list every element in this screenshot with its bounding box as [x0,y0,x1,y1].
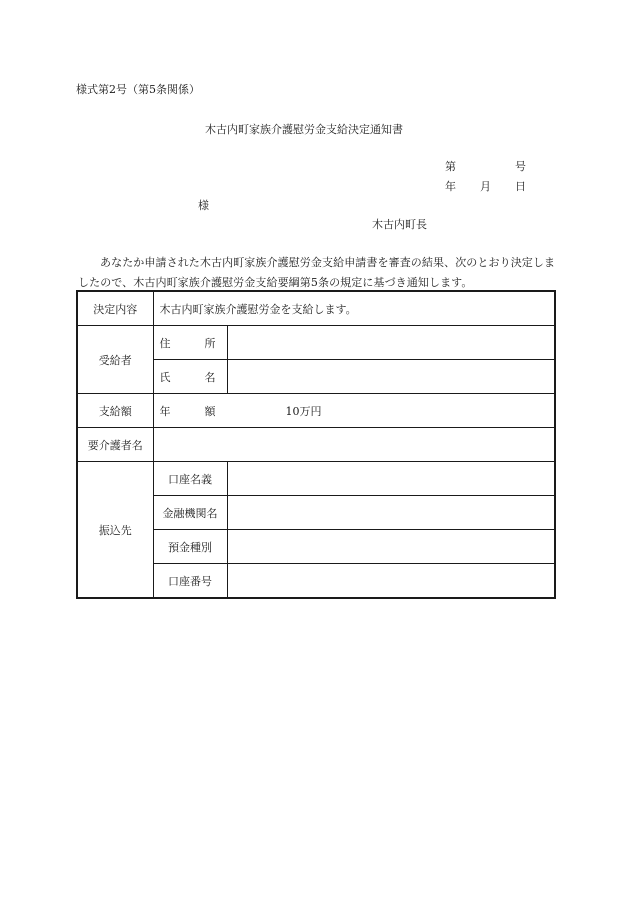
sender-name: 木古内町長 [372,218,427,231]
document-number-label: 第 [445,160,456,173]
address-field[interactable] [227,326,555,360]
recipient-honorific: 様 [198,199,209,212]
amount-label: 支給額 [77,394,153,428]
name-label-part2: 名 [204,370,216,384]
document-number-suffix: 号 [515,160,526,173]
form-number-label: 様式第2号（第5条関係） [76,83,200,96]
name-label [153,360,227,394]
annual-label-part2: 額 [204,404,216,418]
account-number-label: 口座番号 [153,564,227,599]
account-holder-field[interactable] [227,462,555,496]
amount-value-cell [153,394,555,428]
bank-field[interactable] [227,496,555,530]
date-month-label: 月 [480,180,491,193]
account-holder-label: 口座名義 [153,462,227,496]
notice-body-text: あなたか申請された木古内町家族介護慰労金支給申請書を審査の結果、次のとおり決定しましたので、木古内町家族介護慰労金支給要綱第5条の規定に基づき通知します。 [78,256,556,289]
account-holder-row [77,462,555,496]
recipient-label: 受給者 [77,326,153,394]
recipient-address-row [77,326,555,360]
name-label-part1: 氏 [159,370,171,384]
deposit-type-field[interactable] [227,530,555,564]
annual-label-part1: 年 [159,404,171,418]
amount-row [77,394,555,428]
date-year-label: 年 [445,180,456,193]
address-label [153,326,227,360]
care-person-field[interactable] [153,428,555,462]
decision-label: 決定内容 [77,291,153,326]
transfer-label: 振込先 [77,462,153,599]
bank-label: 金融機関名 [153,496,227,530]
address-label-part1: 住 [159,336,171,350]
document-title: 木古内町家族介護慰労金支給決定通知書 [205,123,403,136]
date-day-label: 日 [515,180,526,193]
care-person-row [77,428,555,462]
account-number-field[interactable] [227,564,555,599]
decision-table [76,290,556,599]
name-field[interactable] [227,360,555,394]
decision-value: 木古内町家族介護慰労金を支給します。 [153,291,555,326]
decision-row [77,291,555,326]
deposit-type-label: 預金種別 [153,530,227,564]
address-label-part2: 所 [204,336,216,350]
care-person-label: 要介護者名 [77,428,153,462]
amount-value: 10万円 [285,404,322,418]
